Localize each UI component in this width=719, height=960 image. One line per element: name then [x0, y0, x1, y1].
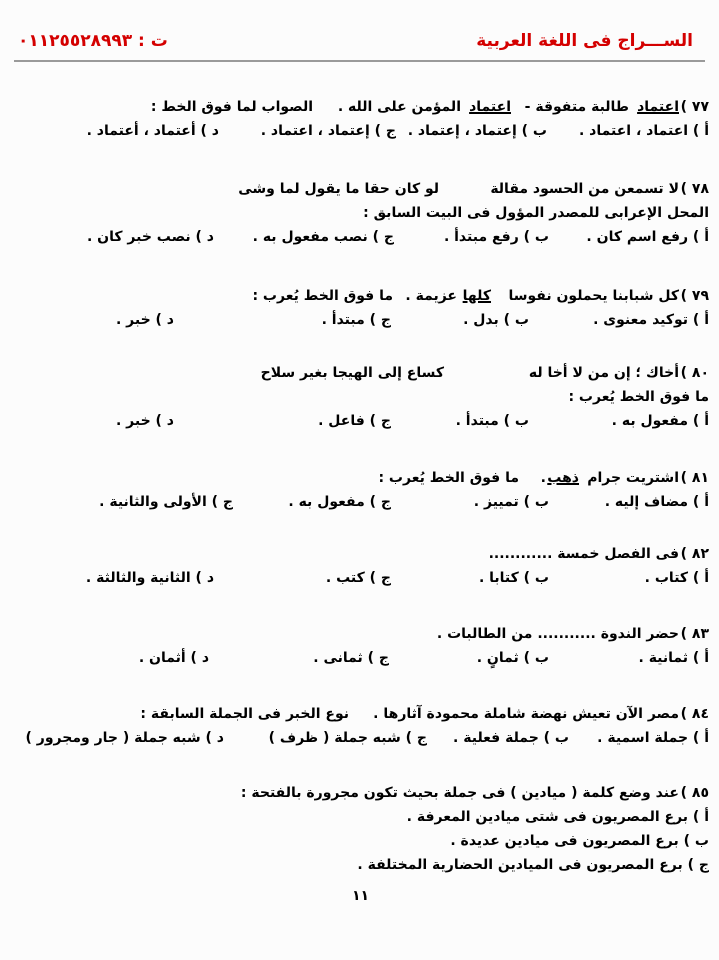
- question-83-options: [14, 650, 709, 674]
- stem-text: طالبة متفوقة -: [524, 99, 629, 115]
- stem-text: عزيمة .: [405, 288, 457, 304]
- option-d: د ) خبر .: [115, 413, 174, 429]
- question-83-stem: [14, 626, 709, 650]
- option-a: أ ) اعتماد ، اعتماد .: [578, 123, 709, 139]
- question-number: ٨٣ ): [680, 626, 709, 642]
- question-number: ٨٢ ): [680, 546, 709, 562]
- question-number: ٨٤ ): [680, 706, 709, 722]
- question-prompt: المحل الإعرابى للمصدر المؤول فى البيت السابق :: [363, 205, 709, 221]
- stem-text: كل شبابنا يحملون نفوسا: [508, 288, 679, 304]
- header-phone: ت : ٠١١٢٥٥٢٨٩٩٣: [18, 31, 168, 51]
- option-a: أ ) برع المصريون فى شتى ميادين المعرفة .: [406, 809, 709, 825]
- question-80-prompt-line: [14, 389, 709, 413]
- option-c: ج ) فاعل .: [318, 413, 391, 429]
- question-84-stem: [14, 706, 709, 730]
- question-81: [14, 470, 709, 518]
- option-b: ب ) رفع مبتدأ .: [443, 229, 549, 245]
- question-77-stem: [14, 99, 709, 123]
- question-78-prompt-line: [14, 205, 709, 229]
- question-number: ٨٥ ): [680, 785, 709, 801]
- option-d: د ) شبه جملة ( جار ومجرور ): [25, 730, 224, 746]
- option-b: ب ) جملة فعلية .: [453, 730, 569, 746]
- page-number: ١١: [352, 888, 370, 904]
- option-a: أ ) رفع اسم كان .: [586, 229, 709, 245]
- stem-text: اشتريت جرام: [587, 470, 679, 486]
- question-85-stem: [14, 785, 709, 809]
- underlined-word: ذهب: [547, 470, 579, 486]
- question-number: ٨٠ ): [680, 365, 709, 381]
- stem-text: حضر الندوة ........... من الطالبات .: [436, 626, 679, 642]
- question-77-options: [14, 123, 709, 147]
- page-header: [18, 31, 701, 57]
- question-82-options: [14, 570, 709, 594]
- verse-second-half: لو كان حقا ما يقول لما وشى: [238, 181, 439, 197]
- option-c: ج ) إعتماد ، اعتماد .: [260, 123, 396, 139]
- option-a: أ ) مفعول به .: [611, 413, 709, 429]
- option-d: د ) الثانية والثالثة .: [85, 570, 214, 586]
- question-number: ٧٩ ): [680, 288, 709, 304]
- option-b: ب ) ثمانٍ .: [476, 650, 549, 666]
- option-c: ج ) برع المصريون فى الميادين الحضارية المختلفة .: [357, 857, 709, 873]
- question-78-verse: [14, 181, 709, 205]
- option-c: ج ) كتب .: [325, 570, 391, 586]
- option-d: د ) أثمان .: [138, 650, 209, 666]
- question-80: [14, 365, 709, 437]
- question-81-options: [14, 494, 709, 518]
- option-b: ب ) إعتماد ، إعتماد .: [407, 123, 547, 139]
- question-78: [14, 181, 709, 253]
- question-82: [14, 546, 709, 594]
- option-a: أ ) توكيد معنوى .: [593, 312, 709, 328]
- question-84-options: [14, 730, 709, 754]
- underlined-word: اعتماد: [637, 99, 679, 115]
- option-b: ب ) كتابا .: [478, 570, 549, 586]
- question-80-verse: [14, 365, 709, 389]
- stem-text: مصر الآن تعيش نهضة شاملة محمودة آثارها .: [373, 706, 679, 722]
- underlined-word: كلها: [462, 288, 491, 304]
- option-c-line: [14, 857, 709, 881]
- verse-first-half: لا تسمعن من الحسود مقالة: [490, 181, 679, 197]
- header-divider: [14, 60, 705, 62]
- option-b: ب ) مبتدأ .: [455, 413, 529, 429]
- question-prompt: ما فوق الخط يُعرب :: [568, 389, 709, 405]
- option-a: أ ) كتاب .: [644, 570, 709, 586]
- option-d: د ) نصب خبر كان .: [86, 229, 214, 245]
- question-prompt: نوع الخبر فى الجملة السابقة :: [140, 706, 349, 722]
- question-84: [14, 706, 709, 754]
- option-a: أ ) جملة اسمية .: [597, 730, 709, 746]
- option-a: أ ) ثمانية .: [638, 650, 709, 666]
- verse-second-half: كساع إلى الهيجا بغير سلاح: [260, 365, 444, 381]
- question-80-options: [14, 413, 709, 437]
- option-c: ج ) شبه جملة ( ظرف ): [268, 730, 427, 746]
- question-79: [14, 288, 709, 336]
- option-d: د ) خبر .: [115, 312, 174, 328]
- question-number: ٨١ ): [680, 470, 709, 486]
- option-b: ب ) بدل .: [463, 312, 529, 328]
- option-d: ج ) الأولى والثانية .: [99, 494, 233, 510]
- question-85: [14, 785, 709, 881]
- option-d: د ) أعتماد ، أعتماد .: [86, 123, 219, 139]
- question-79-stem: [14, 288, 709, 312]
- question-83: [14, 626, 709, 674]
- option-b-line: [14, 833, 709, 857]
- stem-text: .: [540, 470, 546, 486]
- stem-text: عند وضع كلمة ( ميادين ) فى جملة بحيث تكون مجرورة بالفتحة :: [240, 785, 679, 801]
- option-c: ج ) ثمانى .: [313, 650, 389, 666]
- question-77: [14, 99, 709, 147]
- question-78-options: [14, 229, 709, 253]
- option-c: ج ) مفعول به .: [288, 494, 391, 510]
- option-b: ب ) برع المصريون فى ميادين عديدة .: [450, 833, 709, 849]
- question-number: ٧٨ ): [680, 181, 709, 197]
- option-b: ب ) تمييز .: [473, 494, 549, 510]
- header-title: الســـراج فى اللغة العربية: [476, 31, 693, 51]
- verse-first-half: أخاك ؛ إن من لا أخا له: [528, 365, 679, 381]
- question-number: ٧٧ ): [680, 99, 709, 115]
- question-prompt: ما فوق الخط يُعرب :: [252, 288, 393, 304]
- stem-text: فى الفصل خمسة ............: [488, 546, 679, 562]
- option-a-line: [14, 809, 709, 833]
- question-81-stem: [14, 470, 709, 494]
- option-c: ج ) مبتدأ .: [321, 312, 391, 328]
- question-82-stem: [14, 546, 709, 570]
- option-c: ج ) نصب مفعول به .: [252, 229, 394, 245]
- underlined-word: اعتماد: [469, 99, 511, 115]
- option-a: أ ) مضاف إليه .: [604, 494, 709, 510]
- question-prompt: ما فوق الخط يُعرب :: [378, 470, 519, 486]
- stem-text: المؤمن على الله .: [337, 99, 461, 115]
- question-prompt: الصواب لما فوق الخط :: [150, 99, 313, 115]
- question-79-options: [14, 312, 709, 336]
